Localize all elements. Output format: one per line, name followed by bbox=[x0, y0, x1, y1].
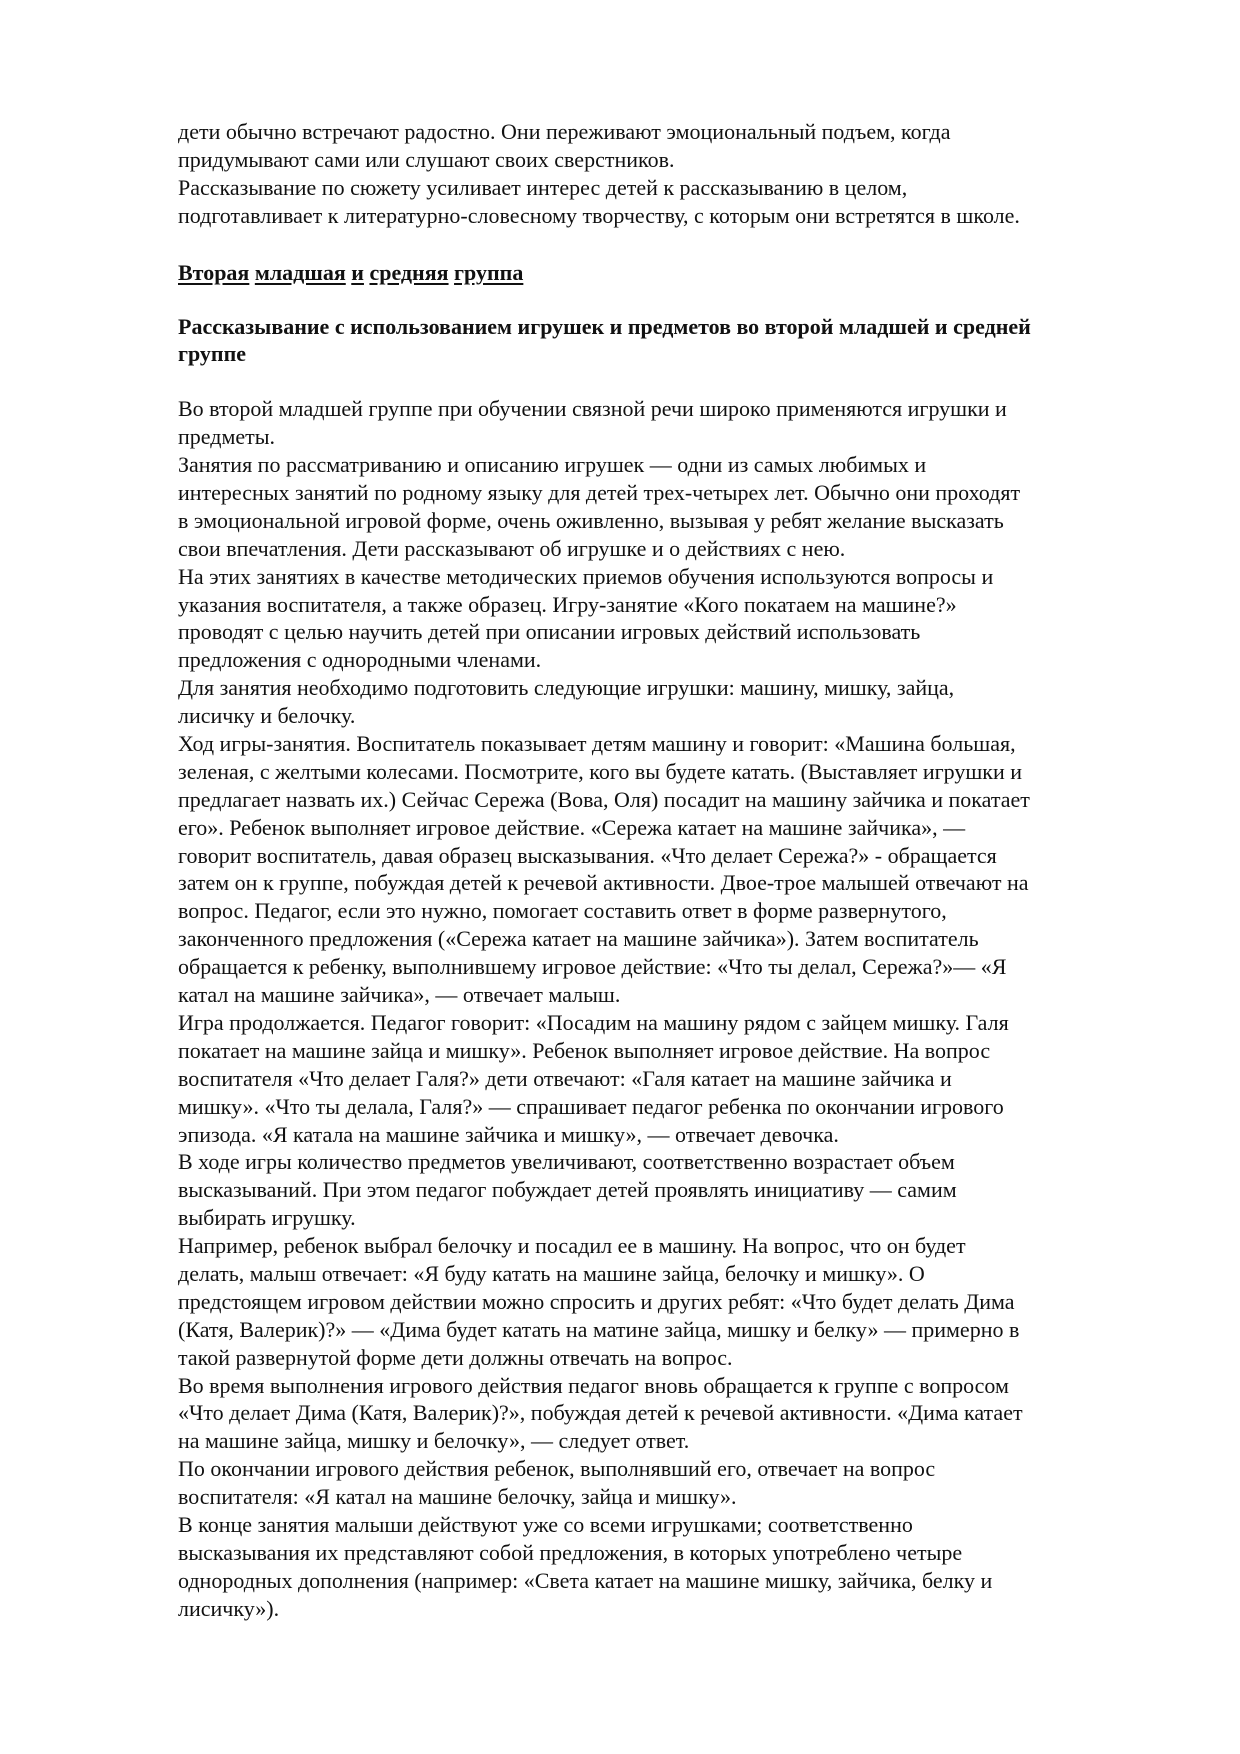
text-line: вопрос. Педагог, если это нужно, помогает составить ответ в форме развернутого, bbox=[178, 898, 947, 924]
text-line: в эмоциональной игровой форме, очень оживленно, вызывая у ребят желание высказать bbox=[178, 507, 1004, 533]
text-line: Ход игры-занятия. Воспитатель показывает детям машину и говорит: «Машина большая, bbox=[178, 731, 1016, 757]
text-line: Во время выполнения игрового действия педагог вновь обращается к группе с вопросом bbox=[178, 1372, 1009, 1398]
text-line: говорит воспитатель, давая образец высказывания. «Что делает Сережа?» - обращается bbox=[178, 842, 997, 868]
text-line: воспитателя: «Я катал на машине белочку, зайца и мишку». bbox=[178, 1484, 737, 1510]
text-line: подготавливает к литературно-словесному творчеству, с которым они встретятся в школе. bbox=[178, 202, 1020, 228]
text-line: лисичку и белочку. bbox=[178, 703, 356, 729]
text-line: законченного предложения («Сережа катает на машине зайчика»). Затем воспитатель bbox=[178, 926, 979, 952]
body-text bbox=[178, 395, 1158, 1622]
text-line: покатает на машине зайца и мишку». Ребенок выполняет игровое действие. На вопрос bbox=[178, 1037, 991, 1063]
text-line: Занятия по рассматриванию и описанию игрушек — одни из самых любимых и bbox=[178, 452, 927, 478]
text-line: В конце занятия малыши действуют уже со всеми игрушками; соответственно bbox=[178, 1511, 913, 1537]
text-line: предлагает назвать их.) Сейчас Сережа (Вова, Оля) посадит на машину зайчика и покатает bbox=[178, 786, 1030, 812]
text-line: лисичку»). bbox=[178, 1595, 280, 1621]
section-title-word: младшая bbox=[254, 259, 346, 285]
document-page bbox=[178, 118, 1158, 1623]
text-line: дети обычно встречают радостно. Они переживают эмоциональный подъем, когда bbox=[178, 119, 951, 144]
text-line: его». Ребенок выполняет игровое действие. «Сережа катает на машине зайчика», — bbox=[178, 814, 966, 840]
text-line: Игра продолжается. Педагог говорит: «Посадим на машину рядом с зайцем мишку. Галя bbox=[178, 1009, 1009, 1035]
text-line: выбирать игрушку. bbox=[178, 1205, 356, 1231]
text-line: «Что делает Дима (Катя, Валерик)?», побуждая детей к речевой активности. «Дима катает bbox=[178, 1400, 1023, 1426]
text-line: воспитателя «Что делает Галя?» дети отвечают: «Галя катает на машине зайчика и bbox=[178, 1065, 952, 1091]
text-line: зеленая, с желтыми колесами. Посмотрите, кого вы будете катать. (Выставляет игрушки и bbox=[178, 758, 1023, 784]
text-line: такой развернутой форме дети должны отвечать на вопрос. bbox=[178, 1344, 733, 1370]
text-line: предметы. bbox=[178, 424, 276, 450]
text-line: указания воспитателя, а также образец. Игру-занятие «Кого покатаем на машине?» bbox=[178, 591, 957, 617]
subtitle-line: группе bbox=[178, 341, 247, 367]
subtitle-line: Рассказывание с использованием игрушек и предметов во второй младшей и средней bbox=[178, 313, 1031, 339]
text-line: на машине зайца, мишку и белочку», — следует ответ. bbox=[178, 1428, 690, 1454]
section-title-word: группа bbox=[454, 259, 524, 285]
text-line: затем он к группе, побуждая детей к речевой активности. Двое-трое малышей отвечают на bbox=[178, 870, 1029, 896]
text-line: В ходе игры количество предметов увеличивают, соответственно возрастает объем bbox=[178, 1149, 955, 1175]
text-line: предложения с однородными членами. bbox=[178, 647, 542, 673]
text-line: На этих занятиях в качестве методических приемов обучения используются вопросы и bbox=[178, 563, 994, 589]
text-line: Для занятия необходимо подготовить следующие игрушки: машину, мишку, зайца, bbox=[178, 675, 955, 701]
text-line: высказывания их представляют собой предложения, в которых употреблено четыре bbox=[178, 1539, 963, 1565]
text-line: делать, малыш отвечает: «Я буду катать на машине зайца, белочку и мишку». О bbox=[178, 1260, 925, 1286]
text-line: Во второй младшей группе при обучении связной речи широко применяются игрушки и bbox=[178, 396, 1007, 422]
text-line: обращается к ребенку, выполнившему игровое действие: «Что ты делал, Сережа?»— «Я bbox=[178, 954, 1007, 980]
intro-paragraph bbox=[178, 118, 1158, 230]
text-line: свои впечатления. Дети рассказывают об игрушке и о действиях с нею. bbox=[178, 535, 846, 561]
text-line: однородных дополнения (например: «Света катает на машине мишку, зайчика, белку и bbox=[178, 1567, 993, 1593]
text-line: По окончании игрового действия ребенок, выполнявший его, отвечает на вопрос bbox=[178, 1456, 936, 1482]
text-line: (Катя, Валерик)?» — «Дима будет катать на матине зайца, мишку и белку» — примерно в bbox=[178, 1316, 1020, 1342]
text-line: проводят с целью научить детей при описании игровых действий использовать bbox=[178, 619, 921, 645]
section-title-word: и bbox=[351, 259, 364, 285]
text-line: мишку». «Что ты делала, Галя?» — спрашивает педагог ребенка по окончании игрового bbox=[178, 1093, 1004, 1119]
section-title bbox=[178, 259, 1158, 287]
text-line: Например, ребенок выбрал белочку и посадил ее в машину. На вопрос, что он будет bbox=[178, 1233, 966, 1259]
section-title-word: Вторая bbox=[178, 259, 250, 285]
text-line: эпизода. «Я катала на машине зайчика и мишку», — отвечает девочка. bbox=[178, 1121, 839, 1147]
subsection-title bbox=[178, 313, 1158, 369]
section-title-word: средняя bbox=[369, 259, 449, 285]
text-line: интересных занятий по родному языку для детей трех-четырех лет. Обычно они проходят bbox=[178, 480, 1021, 506]
text-line: придумывают сами или слушают своих сверстников. bbox=[178, 146, 675, 172]
text-line: катал на машине зайчика», — отвечает малыш. bbox=[178, 982, 621, 1008]
text-line: Рассказывание по сюжету усиливает интерес детей к рассказыванию в целом, bbox=[178, 174, 908, 200]
text-line: высказываний. При этом педагог побуждает детей проявлять инициативу — самим bbox=[178, 1177, 957, 1203]
text-line: предстоящем игровом действии можно спросить и других ребят: «Что будет делать Дима bbox=[178, 1288, 1015, 1314]
